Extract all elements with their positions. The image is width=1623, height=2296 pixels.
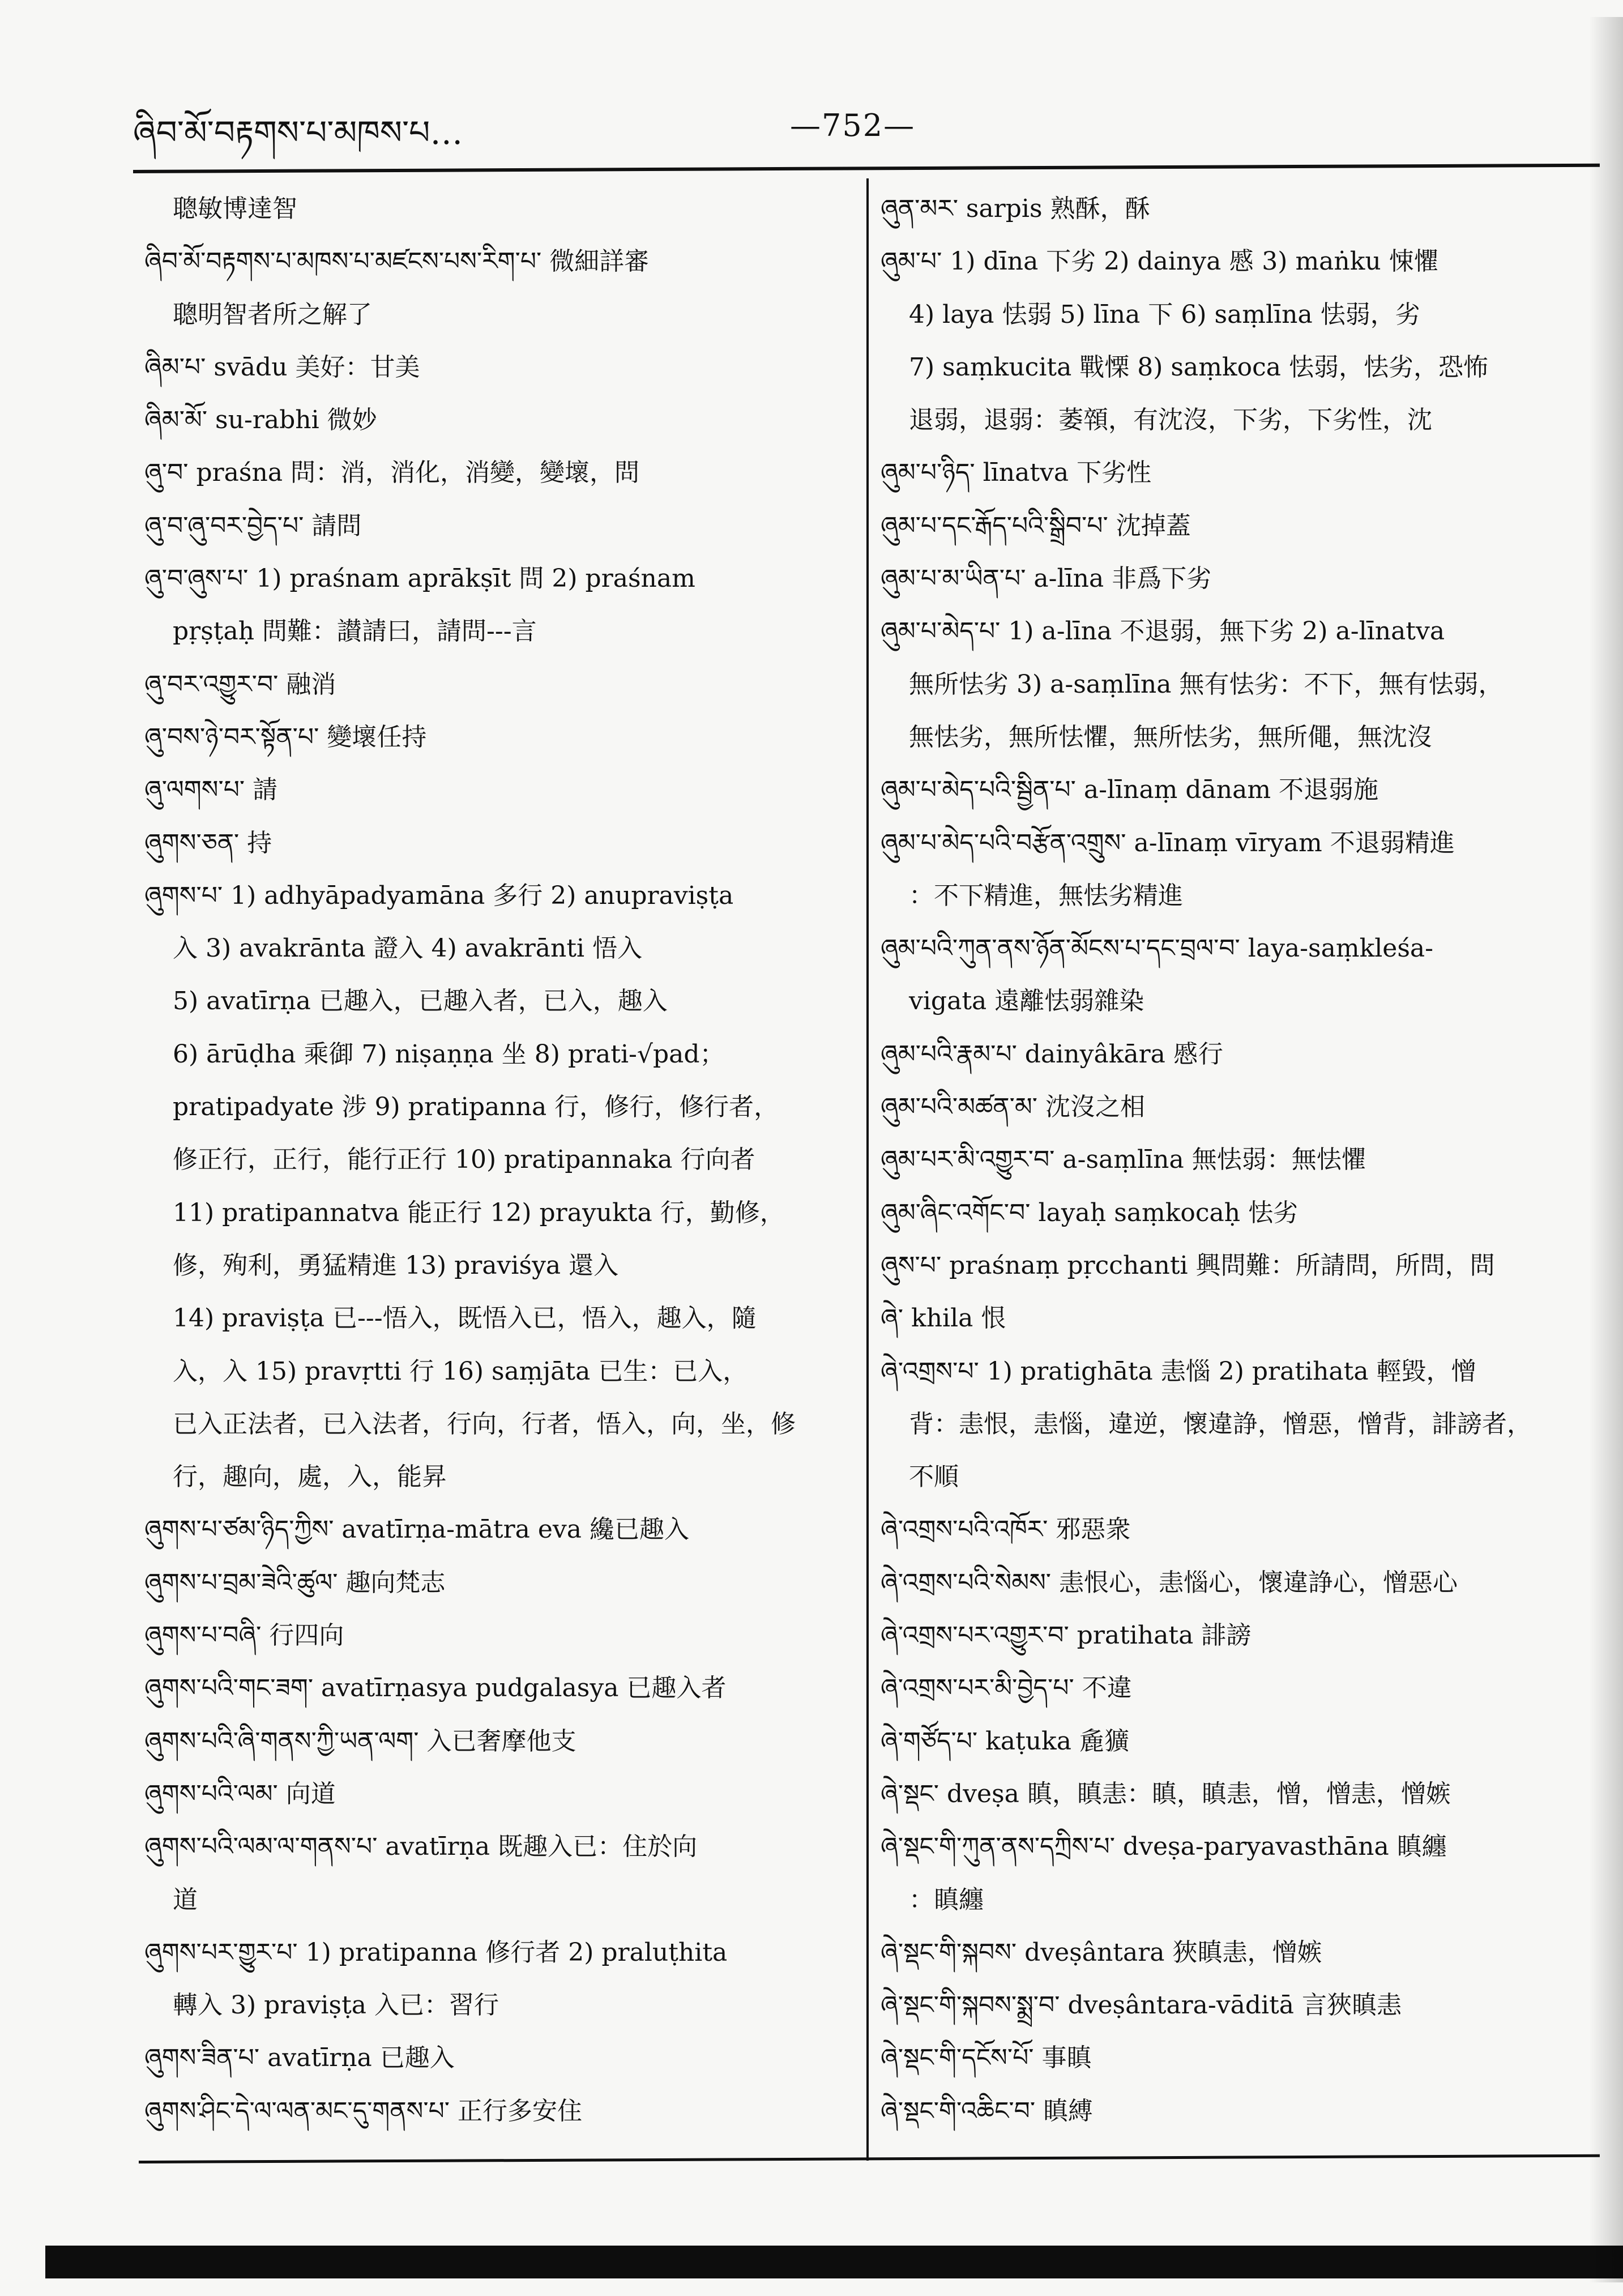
dictionary-line: ཞུམ་ཞིང་འགོང་བ་ layaḥ saṃkocaḥ 怯劣 [881,1198,1299,1227]
dictionary-line: 不順 [909,1462,959,1492]
dictionary-line: 已入正法者，已入法者，行向，行者，悟入，向，坐，修 [173,1409,796,1439]
right-column [881,182,1586,2137]
dictionary-line: ཞུ་བ་ཞུས་པ་ 1) praśnam aprākṣīt 問 2) praśnam [144,564,695,594]
dictionary-line: ཞེ་སྡང་ dveṣa 瞋，瞋恚：瞋，瞋恚，憎，憎恚，憎嫉 [881,1779,1451,1808]
dictionary-line: ཞུ་བ་ praśna 問：消，消化，消變，變壞，問 [144,458,640,488]
dictionary-line: ཞེ་འགྲས་པར་མི་བྱེད་པ་ 不違 [881,1674,1132,1703]
dictionary-line: ཞུགས་པའི་ལམ་ 向道 [144,1779,336,1808]
dictionary-line: 背：恚恨，恚惱，違逆，懷違諍，憎惡，憎背，誹謗者， [909,1409,1532,1439]
dictionary-line: ཞེ་འགྲས་པ་ 1) pratighāta 恚惱 2) pratihata 輕毀，憎 [881,1356,1476,1386]
dictionary-line: ཞུགས་པ་ཙམ་ཉིད་ཀྱིས་ avatīrṇa-mātra eva 纔已趣入 [144,1515,689,1544]
dictionary-line: 11) pratipannatva 能正行 12) prayukta 行，勤修， [173,1198,785,1227]
dictionary-line: ཞིབ་མོ་བརྟགས་པ་མཁས་པ་མཛངས་པས་རིག་པ་ 微細詳審 [144,247,650,276]
dictionary-line: ཞུགས་པ་ 1) adhyāpadyamāna 多行 2) anupraviṣṭa [144,881,734,910]
dictionary-line: 修，殉利，勇猛精進 13) praviśya 還入 [173,1251,619,1280]
dictionary-line: ཞུམ་པའི་ཀུན་ནས་ཉོན་མོངས་པ་དང་བྲལ་བ་ laya-saṃkleśa- [881,934,1434,963]
dictionary-line: ཞུས་པ་ praśnaṃ pṛcchanti 興問難：所請問，所問，問 [881,1251,1495,1280]
dictionary-line: 行，趣向，處，入，能昇 [173,1462,447,1492]
running-title: ཞིབ་མོ་བརྟགས་པ་མཁས་པ… [133,113,463,152]
dictionary-line: ཞེ་སྡང་གི་སྐབས་ dveṣântara 狹瞋恚，憎嫉 [881,1937,1322,1967]
dictionary-line: ཞུ་བ་ཞུ་བར་བྱེད་པ་ 請問 [144,511,362,540]
dictionary-line: ཞུགས་པ་བཞི་ 行四向 [144,1621,344,1650]
dictionary-line: pṛṣṭaḥ 問難：讃請曰，請問---言 [173,617,537,646]
column-divider [866,178,869,2161]
dictionary-line: ཞུགས་པ་བྲམ་ཟེའི་ཚུལ་ 趣向梵志 [144,1568,446,1597]
bottom-rule [139,2154,1600,2163]
dictionary-line: ཞེ་སྡང་གི་སྐབས་སྨྲ་བ་ dveṣântara-vāditā 言狹瞋恚 [881,1991,1402,2020]
dictionary-line: 14) praviṣṭa 已---悟入，既悟入已，悟入，趣入，隨 [173,1304,757,1333]
dictionary-line: ཞིམ་པ་ svādu 美好：甘美 [144,352,420,382]
dictionary-line: ཞེ་འགྲས་པའི་སེམས་ 恚恨心，恚惱心，懷違諍心，憎惡心 [881,1568,1458,1597]
dictionary-line: vigata 遠離怯弱雜染 [909,987,1144,1016]
dictionary-line: 轉入 3) praviṣṭa 入已：習行 [173,1991,499,2020]
dictionary-line: 道 [173,1885,198,1914]
dictionary-line: 入，入 15) pravṛtti 行 16) saṃjāta 已生：已入， [173,1356,748,1386]
dictionary-line: ：不下精進，無怯劣精進 [909,881,1183,910]
dictionary-line: pratipadyate 涉 9) pratipanna 行，修行，修行者， [173,1092,779,1122]
dictionary-line: ཞུགས་པར་གྱུར་པ་ 1) pratipanna 修行者 2) praluṭhita [144,1937,728,1967]
dictionary-line: ཞེ་གཙོད་པ་ kaṭuka 麁獷 [881,1726,1129,1756]
dictionary-line: ཞུམ་པ་ཉིད་ līnatva 下劣性 [881,458,1152,488]
dictionary-line: ཞེ་འགྲས་པར་འགྱུར་བ་ pratihata 誹謗 [881,1621,1252,1650]
dictionary-line: ཞུགས་པའི་ལམ་ལ་གནས་པ་ avatīrṇa 既趣入已：住於向 [144,1832,698,1862]
dictionary-line: ཞུ་བར་འགྱུར་བ་ 融消 [144,669,336,699]
dictionary-line: ཞུམ་པ་མ་ཡིན་པ་ a-līna 非爲下劣 [881,564,1212,594]
left-column [144,182,847,2137]
dictionary-line: 無所怯劣 3) a-saṃlīna 無有怯劣：不下，無有怯弱， [909,669,1504,699]
dictionary-line: ཞེ་འགྲས་པའི་འཁོར་ 邪惡衆 [881,1515,1131,1544]
dictionary-line: ཞེ་ khila 恨 [881,1304,1006,1333]
page-curl-shadow [1589,17,1623,2282]
dictionary-line: ཞེ་སྡང་གི་དངོས་པོ་ 事瞋 [881,2043,1092,2073]
dictionary-line: ཞུགས་པའི་གང་ཟག་ avatīrṇasya pudgalasya 已趣入者 [144,1674,727,1703]
dictionary-line: ཞེ་སྡང་གི་ཀུན་ནས་དཀྲིས་པ་ dveṣa-paryavasthāna 瞋纏 [881,1832,1447,1862]
dictionary-line: 入 3) avakrānta 證入 4) avakrānti 悟入 [173,934,643,963]
dictionary-line: ཞིམ་མོ་ su-rabhi 微妙 [144,406,377,435]
dictionary-line: ཞུགས་ཤིང་དེ་ལ་ལན་མང་དུ་གནས་པ་ 正行多安住 [144,2096,583,2126]
dictionary-line: ཞུམ་པར་མི་འགྱུར་བ་ a-saṃlīna 無怯弱：無怯懼 [881,1145,1366,1175]
dictionary-line: ཞུམ་པའི་རྣམ་པ་ dainyâkāra 慼行 [881,1039,1223,1069]
dictionary-line: ཞུ་བས་ཉེ་བར་སྟོན་པ་ 變壞任持 [144,722,427,752]
dictionary-line: ཞུམ་པ་མེད་པའི་བརྩོན་འགྲུས་ a-līnaṃ vīryam 不退弱精進 [881,828,1455,857]
dictionary-line: ཞུགས་པའི་ཞི་གནས་ཀྱི་ཡན་ལག་ 入已奢摩他支 [144,1726,576,1756]
dictionary-line: ཞུགས་ཟིན་པ་ avatīrṇa 已趣入 [144,2043,455,2073]
dictionary-line: ཞུམ་པའི་མཚན་མ་ 沈沒之相 [881,1092,1146,1122]
dictionary-line: ཞུམ་པ་མེད་པ་ 1) a-līna 不退弱，無下劣 2) a-līnatva [881,617,1445,646]
dictionary-line: ཞུན་མར་ sarpis 熟酥，酥 [881,194,1150,223]
page-number: —752— [790,108,916,143]
dictionary-line: ཞུམ་པ་མེད་པའི་སྦྱིན་པ་ a-līnaṃ dānam 不退弱施 [881,775,1379,805]
dictionary-line: 聰敏博達智 [173,194,297,223]
dictionary-line: 7) saṃkucita 戰慄 8) saṃkoca 怯弱，怯劣，恐怖 [909,352,1488,382]
dictionary-line: ཞུམ་པ་ 1) dīna 下劣 2) dainya 慼 3) maṅku 悚懼 [881,247,1439,276]
dictionary-line: ཞུ་ལགས་པ་ 請 [144,775,278,805]
dictionary-line: 無怯劣，無所怯懼，無所怯劣，無所僶，無沈沒 [909,722,1432,752]
dictionary-line: ཞེ་སྡང་གི་འཆིང་བ་ 瞋縛 [881,2096,1094,2126]
dictionary-line: ཞུམ་པ་དང་རྒོད་པའི་སྒྲིབ་པ་ 沈掉蓋 [881,511,1191,540]
dictionary-line: ：瞋纏 [909,1885,984,1914]
dictionary-line: ཞུགས་ཅན་ 持 [144,828,272,857]
scan-edge-bar [45,2246,1623,2278]
dictionary-line: 6) ārūḍha 乘御 7) niṣaṇṇa 坐 8) prati-√pad； [173,1039,725,1069]
dictionary-line: 聰明智者所之解了 [173,300,372,329]
dictionary-line: 修正行，正行，能行正行 10) pratipannaka 行向者 [173,1145,755,1175]
dictionary-line: 4) laya 怯弱 5) līna 下 6) saṃlīna 怯弱，劣 [909,300,1420,329]
dictionary-line: 退弱，退弱：萎顇，有沈沒，下劣，下劣性，沈 [909,406,1432,435]
dictionary-line: 5) avatīrṇa 已趣入，已趣入者，已入，趣入 [173,987,668,1016]
